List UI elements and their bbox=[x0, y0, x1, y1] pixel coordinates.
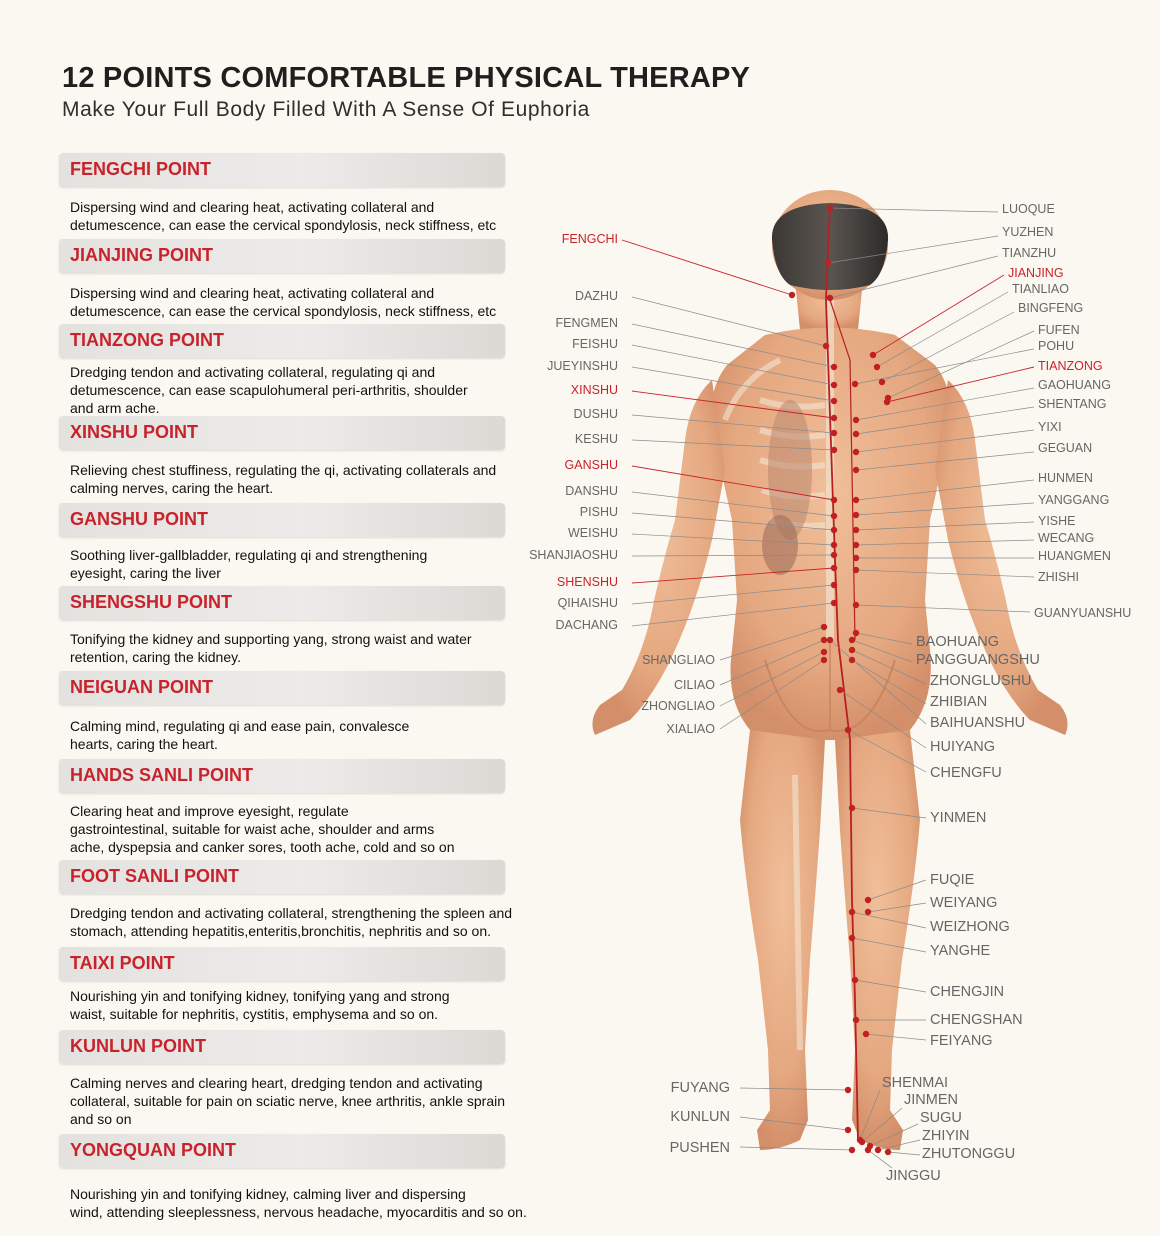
acupoint-dot bbox=[821, 624, 827, 630]
acupoint-dot bbox=[875, 1147, 881, 1153]
leader-line bbox=[888, 1152, 920, 1155]
description-line: Soothing liver-gallbladder, regulating qi and strengthening bbox=[70, 547, 428, 563]
acupoint-label: ZHIBIAN bbox=[930, 694, 988, 710]
acupoint-label: TIANLIAO bbox=[1012, 282, 1069, 296]
acupoint-dot bbox=[853, 497, 859, 503]
acupoint-label: CHENGJIN bbox=[930, 984, 1005, 1000]
acupoint-label: ZHONGLIAO bbox=[641, 699, 715, 713]
page-title: 12 POINTS COMFORTABLE PHYSICAL THERAPY bbox=[62, 62, 751, 94]
acupoint-label: YINMEN bbox=[930, 810, 987, 826]
acupoint-dot bbox=[853, 602, 859, 608]
section-title: HANDS SANLI POINT bbox=[70, 765, 254, 785]
leader-line bbox=[740, 1147, 852, 1150]
acupoint-dot bbox=[845, 1127, 851, 1133]
acupoint-label: HUNMEN bbox=[1038, 471, 1093, 485]
section-title: TAIXI POINT bbox=[70, 953, 175, 973]
description-line: and so on bbox=[70, 1111, 132, 1127]
acupoint-dot bbox=[859, 1139, 865, 1145]
acupoint-dot bbox=[831, 497, 837, 503]
description-line: Nourishing yin and tonifying kidney, calming liver and dispersing bbox=[70, 1186, 466, 1202]
acupoint-label: QIHAISHU bbox=[557, 596, 618, 610]
description-line: collateral, suitable for pain on sciatic nerve, knee arthritis, ankle sprain bbox=[70, 1093, 505, 1109]
acupoint-label: KUNLUN bbox=[670, 1109, 730, 1125]
acupoint-dot bbox=[831, 382, 837, 388]
acupoint-label: FENGCHI bbox=[561, 232, 618, 246]
section-title: XINSHU POINT bbox=[70, 422, 199, 442]
acupoint-dot bbox=[849, 935, 855, 941]
section-title: GANSHU POINT bbox=[70, 509, 209, 529]
acupoint-dot bbox=[821, 637, 827, 643]
acupoint-dot bbox=[827, 295, 833, 301]
acupoint-label: SHENSHU bbox=[556, 575, 618, 589]
acupoint-label: CHENGFU bbox=[930, 765, 1002, 781]
acupoint-label: KESHU bbox=[574, 432, 618, 446]
description-line: gastrointestinal, suitable for waist ache, shoulder and arms bbox=[70, 821, 435, 837]
acupoint-label: POHU bbox=[1038, 339, 1075, 353]
acupoint-dot bbox=[865, 1147, 871, 1153]
acupoint-label: WEIZHONG bbox=[930, 919, 1010, 935]
acupoint-dot bbox=[865, 909, 871, 915]
acupoint-label: PANGGUANGSHU bbox=[916, 652, 1040, 668]
acupoint-label: CHENGSHAN bbox=[930, 1012, 1023, 1028]
acupoint-dot bbox=[831, 430, 837, 436]
acupoint-label: FEIYANG bbox=[930, 1033, 993, 1049]
acupoint-label: DUSHU bbox=[573, 407, 618, 421]
description-line: Dispersing wind and clearing heat, activating collateral and bbox=[70, 285, 435, 301]
acupoint-label: YISHE bbox=[1038, 514, 1076, 528]
description-line: detumescence, can ease the cervical spondylosis, neck stiffness, etc bbox=[70, 303, 497, 319]
acupoint-dot bbox=[885, 1149, 891, 1155]
acupoint-dot bbox=[853, 630, 859, 636]
acupoint-label: BINGFENG bbox=[1018, 301, 1084, 315]
acupoint-dot bbox=[865, 897, 871, 903]
acupoint-label: JIANJING bbox=[1008, 266, 1064, 280]
acupoint-label: YUZHEN bbox=[1002, 225, 1054, 239]
acupoint-label: SHENMAI bbox=[882, 1075, 949, 1091]
acupoint-label: WECANG bbox=[1038, 531, 1095, 545]
description-line: retention, caring the kidney. bbox=[70, 649, 241, 665]
acupoint-label: FUYANG bbox=[670, 1080, 730, 1096]
acupoint-dot bbox=[853, 449, 859, 455]
section-title: NEIGUAN POINT bbox=[70, 677, 214, 697]
acupoint-dot bbox=[849, 647, 855, 653]
acupoint-dot bbox=[884, 399, 890, 405]
acupoint-label: HUANGMEN bbox=[1038, 549, 1111, 563]
acupoint-label: GANSHU bbox=[564, 458, 618, 472]
acupoint-label: GAOHUANG bbox=[1038, 378, 1111, 392]
acupoint-dot bbox=[853, 467, 859, 473]
acupoint-dot bbox=[852, 381, 858, 387]
section-title: YONGQUAN POINT bbox=[70, 1140, 237, 1160]
acupoint-dot bbox=[849, 637, 855, 643]
acupoint-dot bbox=[827, 205, 833, 211]
acupoint-label: JINMEN bbox=[904, 1092, 958, 1108]
acupoint-dot bbox=[849, 909, 855, 915]
acupoint-label: DACHANG bbox=[555, 618, 618, 632]
acupoint-label: GUANYUANSHU bbox=[1034, 606, 1132, 620]
acupoint-dot bbox=[870, 352, 876, 358]
acupoint-dot bbox=[831, 398, 837, 404]
acupoint-label: YIXI bbox=[1038, 420, 1062, 434]
acupoint-label: FEISHU bbox=[572, 337, 618, 351]
acupoint-dot bbox=[831, 600, 837, 606]
acupoint-dot bbox=[831, 364, 837, 370]
section-title: TIANZONG POINT bbox=[70, 330, 224, 350]
acupoint-dot bbox=[845, 727, 851, 733]
acupoint-dot bbox=[853, 555, 859, 561]
acupoint-label: JINGGU bbox=[886, 1168, 941, 1184]
acupoint-dot bbox=[863, 1031, 869, 1037]
acupoint-label: SHANGLIAO bbox=[642, 653, 715, 667]
acupoint-label: ZHISHI bbox=[1038, 570, 1079, 584]
acupoint-label: ZHUTONGGU bbox=[922, 1146, 1016, 1162]
acupoint-label: ZHONGLUSHU bbox=[930, 673, 1032, 689]
description-line: Relieving chest stuffiness, regulating the qi, activating collaterals and bbox=[70, 462, 497, 478]
acupoint-dot bbox=[853, 512, 859, 518]
acupoint-label: DANSHU bbox=[565, 484, 618, 498]
description-line: Dispersing wind and clearing heat, activating collateral and bbox=[70, 199, 435, 215]
acupoint-label: SUGU bbox=[920, 1110, 962, 1126]
acupoint-label: ZHIYIN bbox=[922, 1128, 970, 1144]
acupoint-label: GEGUAN bbox=[1038, 441, 1093, 455]
acupoint-dot bbox=[821, 657, 827, 663]
acupoint-dot bbox=[849, 657, 855, 663]
description-line: ache, dyspepsia and canker sores, tooth ache, cold and so on bbox=[70, 839, 455, 855]
description-line: stomach, attending hepatitis,enteritis,bronchitis, nephritis and so on. bbox=[70, 923, 492, 939]
acupoint-label: WEIYANG bbox=[930, 895, 998, 911]
acupoint-dot bbox=[831, 527, 837, 533]
acupoint-dot bbox=[821, 649, 827, 655]
acupoint-dot bbox=[831, 582, 837, 588]
acupoint-label: FUFEN bbox=[1038, 323, 1080, 337]
leader-line bbox=[877, 292, 1008, 367]
section-title: FOOT SANLI POINT bbox=[70, 866, 239, 886]
description-line: detumescence, can ease the cervical spondylosis, neck stiffness, etc bbox=[70, 217, 497, 233]
acupoint-label: JUEYINSHU bbox=[547, 359, 618, 373]
acupoint-dot bbox=[831, 513, 837, 519]
acupoint-dot bbox=[874, 364, 880, 370]
acupoint-label: PUSHEN bbox=[669, 1140, 730, 1156]
human-body-back-view bbox=[592, 190, 1067, 1150]
description-line: Calming nerves and clearing heart, dredging tendon and activating bbox=[70, 1075, 483, 1091]
description-line: Calming mind, regulating qi and ease pain, convalesce bbox=[70, 718, 410, 734]
section-title: KUNLUN POINT bbox=[70, 1036, 206, 1056]
description-line: and arm ache. bbox=[70, 400, 160, 416]
acupoint-label: TIANZONG bbox=[1038, 359, 1103, 373]
description-line: eyesight, caring the liver bbox=[70, 565, 221, 581]
page-subtitle: Make Your Full Body Filled With A Sense Of Euphoria bbox=[62, 98, 590, 121]
leader-line bbox=[873, 275, 1004, 355]
acupoint-label: PISHU bbox=[579, 505, 618, 519]
description-line: Tonifying the kidney and supporting yang, strong waist and water bbox=[70, 631, 472, 647]
leader-line bbox=[632, 297, 826, 346]
acupoint-dot bbox=[853, 417, 859, 423]
acupoint-dot bbox=[853, 527, 859, 533]
acupoint-dot bbox=[853, 1017, 859, 1023]
leader-line bbox=[622, 240, 792, 295]
description-line: calming nerves, caring the heart. bbox=[70, 480, 274, 496]
acupoint-dot bbox=[827, 637, 833, 643]
acupoint-dot bbox=[879, 379, 885, 385]
acupoint-dot bbox=[823, 343, 829, 349]
acupoint-label: YANGHE bbox=[930, 943, 991, 959]
acupoint-label: SHANJIAOSHU bbox=[529, 548, 618, 562]
description-line: Clearing heat and improve eyesight, regulate bbox=[70, 803, 349, 819]
acupoint-label: FENGMEN bbox=[555, 316, 618, 330]
acupoint-dot bbox=[831, 565, 837, 571]
acupoint-dot bbox=[853, 542, 859, 548]
acupoint-label: BAOHUANG bbox=[916, 634, 999, 650]
section-title: SHENGSHU POINT bbox=[70, 592, 233, 612]
acupoint-dot bbox=[853, 567, 859, 573]
acupoint-dot bbox=[849, 1147, 855, 1153]
section-title: JIANJING POINT bbox=[70, 245, 214, 265]
acupoint-dot bbox=[849, 805, 855, 811]
description-line: detumescence, can ease scapulohumeral peri-arthritis, shoulder bbox=[70, 382, 468, 398]
acupoint-dot bbox=[825, 260, 831, 266]
acupoint-label: LUOQUE bbox=[1002, 202, 1055, 216]
acupoint-label: CILIAO bbox=[674, 678, 715, 692]
acupoint-dot bbox=[831, 447, 837, 453]
acupoint-label: YANGGANG bbox=[1038, 493, 1110, 507]
description-line: Dredging tendon and activating collateral, strengthening the spleen and bbox=[70, 905, 513, 921]
acupoint-label: HUIYANG bbox=[930, 739, 995, 755]
acupoint-dot bbox=[789, 292, 795, 298]
acupoint-dot bbox=[837, 687, 843, 693]
acupoint-dot bbox=[853, 431, 859, 437]
acupoint-label: BAIHUANSHU bbox=[930, 715, 1026, 731]
acupoint-dot bbox=[831, 542, 837, 548]
description-line: Dredging tendon and activating collateral, regulating qi and bbox=[70, 364, 436, 380]
acupoint-dot bbox=[852, 977, 858, 983]
acupoint-label: FUQIE bbox=[930, 872, 975, 888]
acupoint-dot bbox=[831, 415, 837, 421]
acupoint-label: TIANZHU bbox=[1002, 246, 1057, 260]
section-title: FENGCHI POINT bbox=[70, 159, 212, 179]
description-line: waist, suitable for nephritis, cystitis, emphysema and so on. bbox=[70, 1006, 439, 1022]
acupoint-label: XINSHU bbox=[570, 383, 618, 397]
acupoint-label: WEISHU bbox=[568, 526, 618, 540]
acupoint-label: XIALIAO bbox=[666, 722, 715, 736]
acupoint-dot bbox=[845, 1087, 851, 1093]
description-line: wind, attending sleeplessness, nervous headache, myocarditis and so on. bbox=[70, 1204, 527, 1220]
acupoint-label: DAZHU bbox=[574, 289, 618, 303]
acupoint-dot bbox=[831, 552, 837, 558]
acupoint-label: SHENTANG bbox=[1038, 397, 1107, 411]
description-line: hearts, caring the heart. bbox=[70, 736, 218, 752]
description-line: Nourishing yin and tonifying kidney, tonifying yang and strong bbox=[70, 988, 450, 1004]
